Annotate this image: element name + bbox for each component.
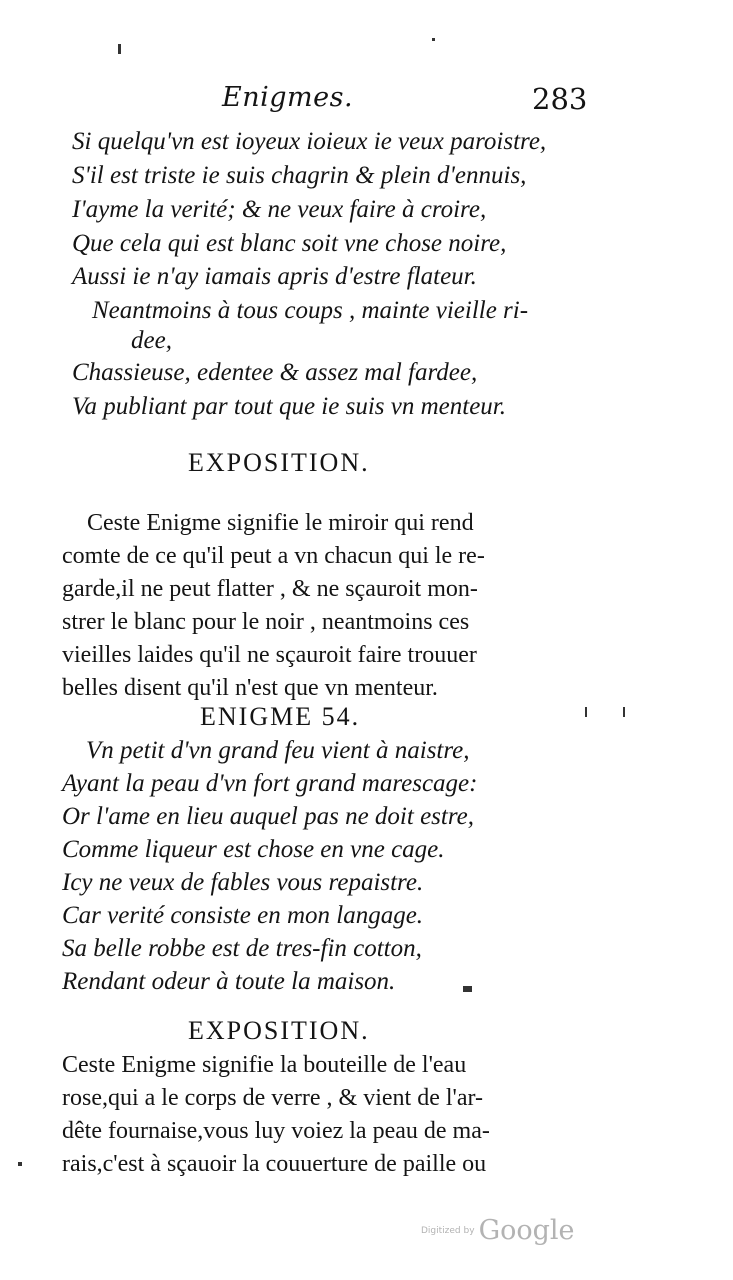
verse-line: S'il est triste ie suis chagrin & plein d'ennuis, [72, 162, 527, 189]
verse-line: Ayant la peau d'vn fort grand marescage: [62, 770, 478, 797]
verse-line: Si quelqu'vn est ioyeux ioieux ie veux paroistre, [72, 128, 547, 155]
page-number: 283 [532, 82, 588, 116]
digitized-watermark [421, 1215, 575, 1246]
verse-line: Or l'ame en lieu auquel pas ne doit estre, [62, 803, 474, 830]
running-header [0, 82, 733, 122]
verse-line: Icy ne veux de fables vous repaistre. [62, 869, 424, 896]
scan-speck [623, 707, 625, 717]
google-logo: Google [478, 1215, 575, 1246]
verse-line: Chassieuse, edentee & assez mal fardee, [72, 359, 478, 386]
prose-line: comte de ce qu'il peut a vn chacun qui le re- [62, 543, 485, 569]
verse-line: Car verité consiste en mon langage. [62, 902, 424, 929]
verse-line: I'ayme la verité; & ne veux faire à croire, [72, 196, 487, 223]
prose-line: rose,qui a le corps de verre , & vient de l'ar- [62, 1085, 484, 1111]
verse-line: Rendant odeur à toute la maison. [62, 968, 396, 995]
prose-line: rais,c'est à sçauoir la couuerture de paille ou [62, 1151, 487, 1177]
scan-speck [463, 986, 472, 992]
prose-line: strer le blanc pour le noir , neantmoins ces [62, 609, 470, 635]
section-heading: EXPOSITION. [188, 448, 370, 477]
prose-line: vieilles laides qu'il ne sçauroit faire trouuer [62, 642, 477, 668]
prose-line: dête fournaise,vous luy voiez la peau de ma- [62, 1118, 490, 1144]
scan-speck [118, 44, 121, 54]
scan-speck [432, 38, 435, 41]
section-heading: EXPOSITION. [188, 1016, 370, 1045]
verse-line: Va publiant par tout que ie suis vn menteur. [72, 393, 506, 420]
verse-line: Que cela qui est blanc soit vne chose noire, [72, 230, 507, 257]
prose-line: Ceste Enigme signifie le miroir qui rend [87, 510, 474, 536]
verse-line: Comme liqueur est chose en vne cage. [62, 836, 445, 863]
prose-line: belles disent qu'il n'est que vn menteur. [62, 675, 438, 701]
verse-line: Vn petit d'vn grand feu vient à naistre, [86, 737, 470, 764]
verse-line: Sa belle robbe est de tres-fin cotton, [62, 935, 422, 962]
verse-line: Aussi ie n'ay iamais apris d'estre flateur. [72, 263, 477, 290]
watermark-caption: Digitized by [421, 1225, 475, 1236]
scan-speck [585, 707, 587, 717]
running-title: Enigmes. [222, 82, 354, 113]
prose-line: garde,il ne peut flatter , & ne sçauroit mon- [62, 576, 478, 602]
verse-line: Neantmoins à tous coups , mainte vieille ri- [92, 297, 529, 324]
verse-line: dee, [131, 327, 172, 354]
prose-line: Ceste Enigme signifie la bouteille de l'eau [62, 1052, 467, 1078]
scan-speck [18, 1162, 22, 1166]
enigme-heading: ENIGME 54. [200, 702, 361, 731]
